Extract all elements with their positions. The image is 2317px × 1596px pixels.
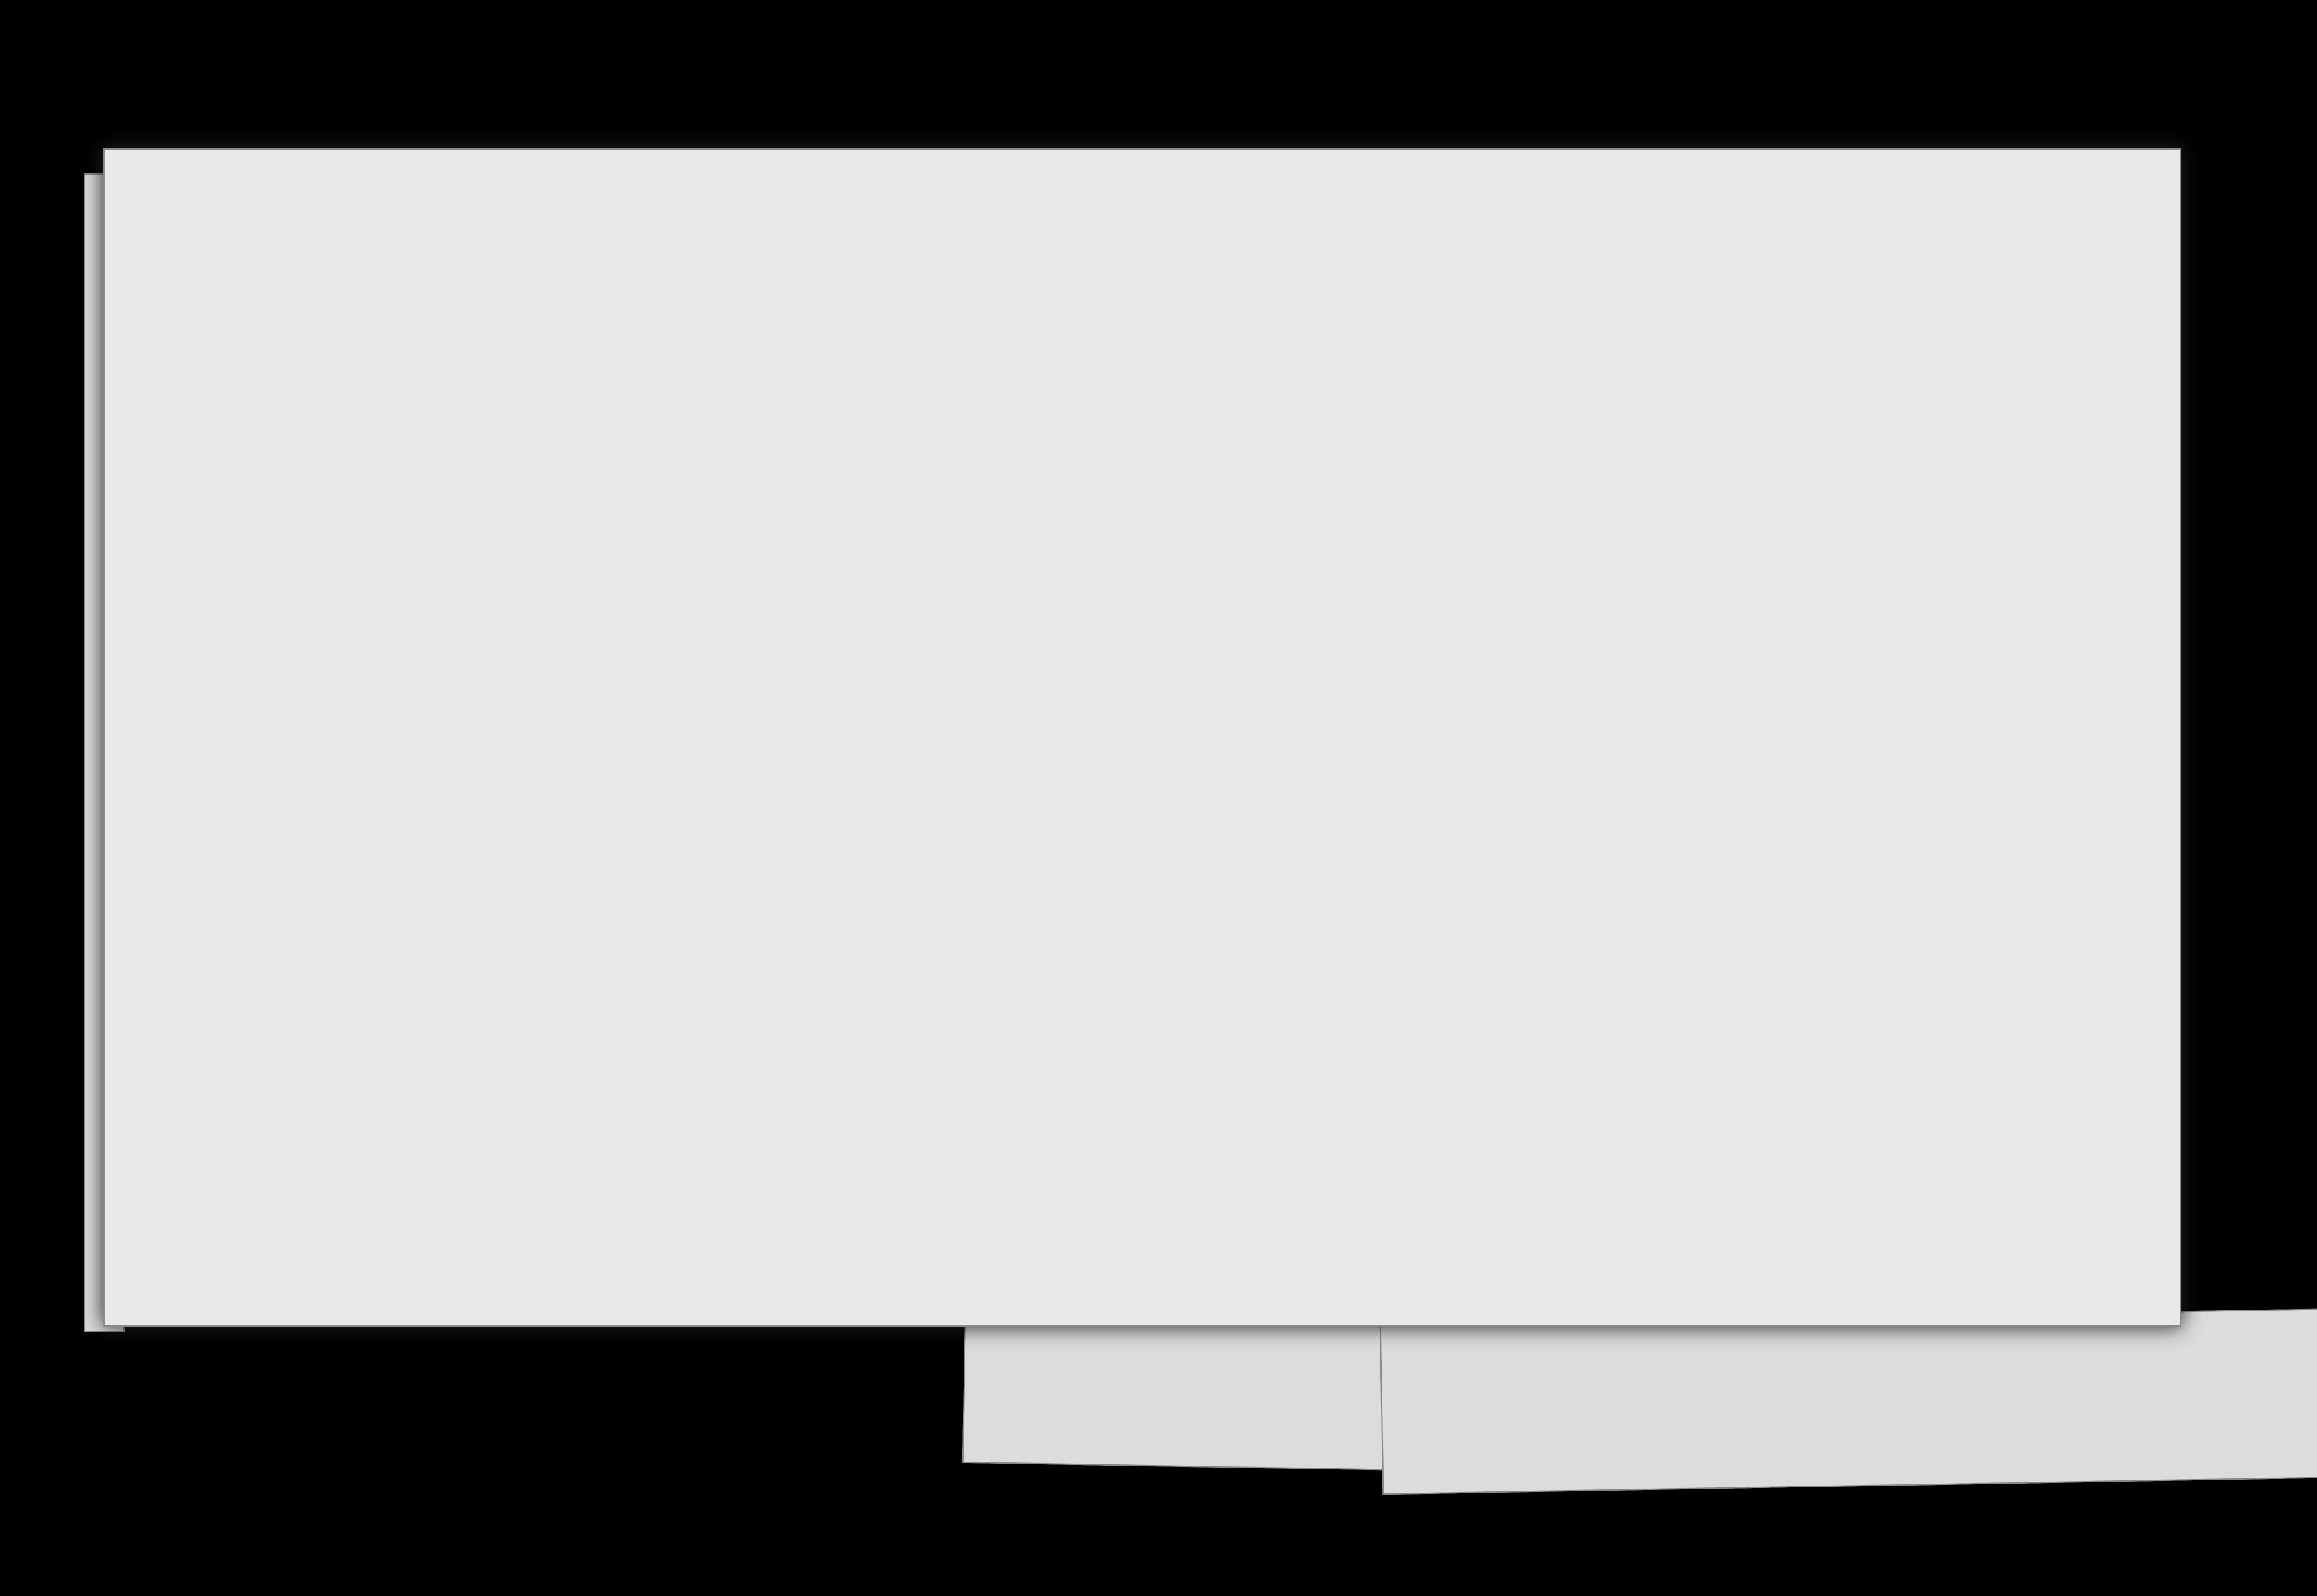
middle-section: [105, 484, 2180, 927]
census-card-page: [103, 148, 2181, 1327]
under-page-right: [1380, 1308, 2317, 1495]
under-page-left: [962, 1306, 1417, 1471]
lease-table: [105, 927, 2180, 1325]
sown-area-table: [105, 188, 2180, 484]
